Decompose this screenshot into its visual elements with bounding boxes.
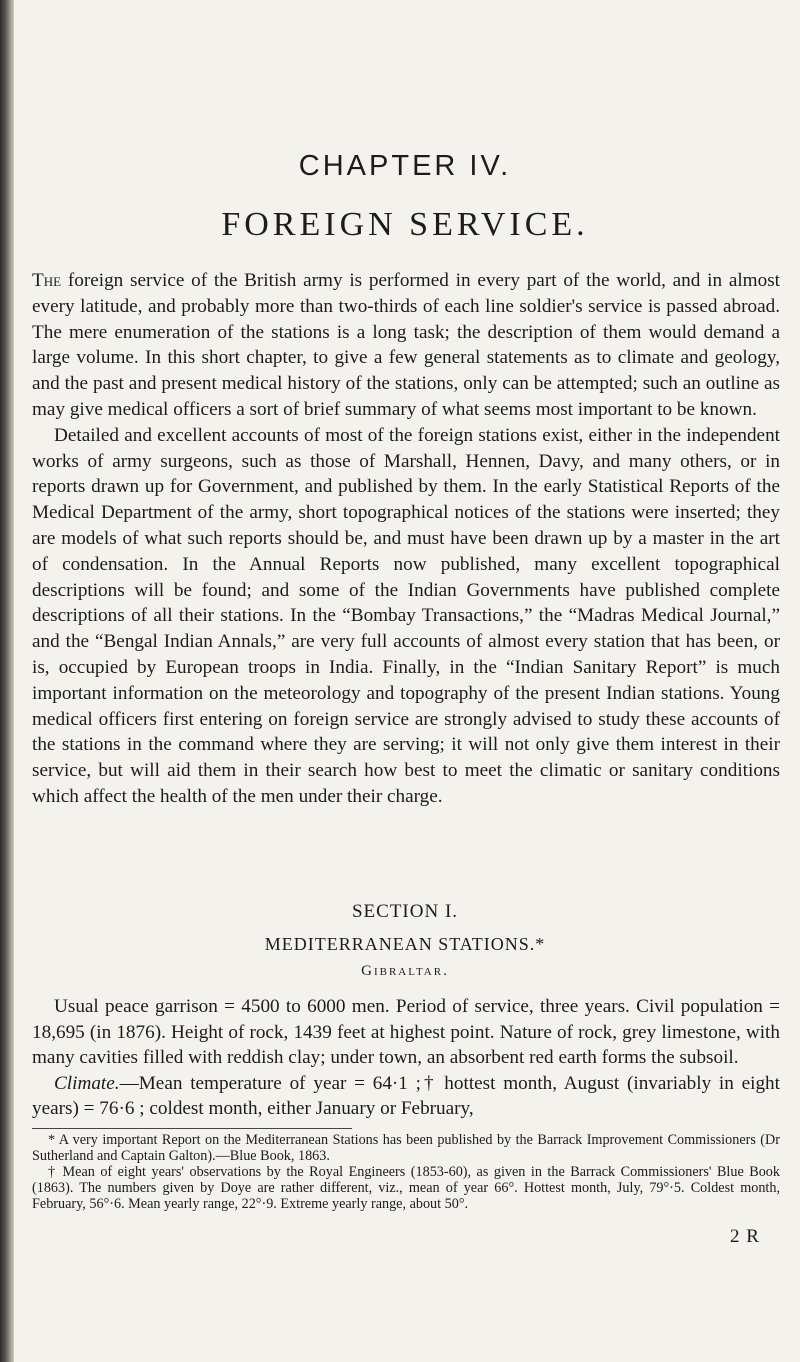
footnote-1: * A very important Report on the Mediterranean Stations has been published by the Barrack Improvement Commissioners (Dr Sutherland and Captain Galton).—Blue Book, 1863.	[32, 1132, 780, 1164]
climate-lead: Climate.	[54, 1072, 120, 1094]
chapter-title: FOREIGN SERVICE.	[221, 206, 589, 243]
footnote-2: † Mean of eight years' observations by the Royal Engineers (1853-60), as given in the Barrack Commissioners' Blue Book (1863). The numbers given by Doye are rather different, viz., mean of year 66°. Hottest month, July, 79°·5. Coldest month, February, 56°·6. Mean yearly range, 22°·9. Extreme yearly range, about 50°.	[32, 1164, 780, 1212]
intro-text	[32, 268, 780, 810]
section-paragraph-2	[32, 1071, 780, 1122]
signature-mark: 2 R	[730, 1226, 760, 1247]
intro-paragraph-1	[32, 268, 780, 423]
section-heading: SECTION I.	[351, 901, 459, 922]
intro-paragraph-2: Detailed and excellent accounts of most of the foreign stations exist, either in the independent works of army surgeons, such as those of Marshall, Hennen, Davy, and many others, or in reports drawn up for Government, and published by them. In the early Statistical Reports of the Medical Department of the army, short topographical notices of the stations were inserted; they are models of what such reports should be, and must have been drawn up by a master in the art of condensation. In the Annual Reports now published, many excellent topographical descriptions will be found; and some of the Indian Governments have published complete descriptions of all their stations. In the “Bombay Transactions,” the “Madras Medical Journal,” and the “Bengal Indian Annals,” are very full accounts of almost every station that has been, or is, occupied by European troops in India. Finally, in the “Indian Sanitary Report” is much important information on the meteorology and topography of the present Indian stations. Young medical officers first entering on foreign service are strongly advised to study these accounts of the stations in the command where they are serving; it will not only give them interest in their service, but will aid them in their search how best to meet the climatic or sanitary conditions which affect the health of the men under their charge.	[32, 424, 780, 807]
section-subheading: MEDITERRANEAN STATIONS.*	[264, 934, 546, 954]
chapter-heading: CHAPTER IV.	[298, 150, 512, 182]
section-text	[32, 994, 780, 1122]
intro-paragraph-1-text: foreign service of the British army is performed in every part of the world, and in almost every latitude, and probably more than two-thirds of each line soldier's service is passed abroad. The mere enumeration of the stations is a long task; the description of them would demand a large volume. In this short chapter, to give a few general statements as to climate and geology, and the past and present medical history of the stations, only can be attempted; such an outline as may give medical officers a sort of brief summary of what seems most important to be known.	[32, 270, 780, 420]
book-gutter-shadow	[0, 0, 14, 1362]
section-paragraph-1: Usual peace garrison = 4500 to 6000 men. Period of service, three years. Civil population = 18,695 (in 1876). Height of rock, 1439 feet at highest point. Nature of rock, grey limestone, with many cavities filled with reddish clay; under town, an absorbent red earth forms the subsoil.	[32, 996, 780, 1069]
lead-word: The	[32, 270, 62, 291]
footnote-rule	[32, 1128, 352, 1129]
station-heading: Gibraltar.	[361, 963, 449, 979]
footnotes	[32, 1132, 780, 1212]
section-paragraph-2-text: —Mean temperature of year = 64·1 ;† hottest month, August (invariably in eight years) = 76·6 ; coldest month, either January or February,	[32, 1072, 780, 1120]
